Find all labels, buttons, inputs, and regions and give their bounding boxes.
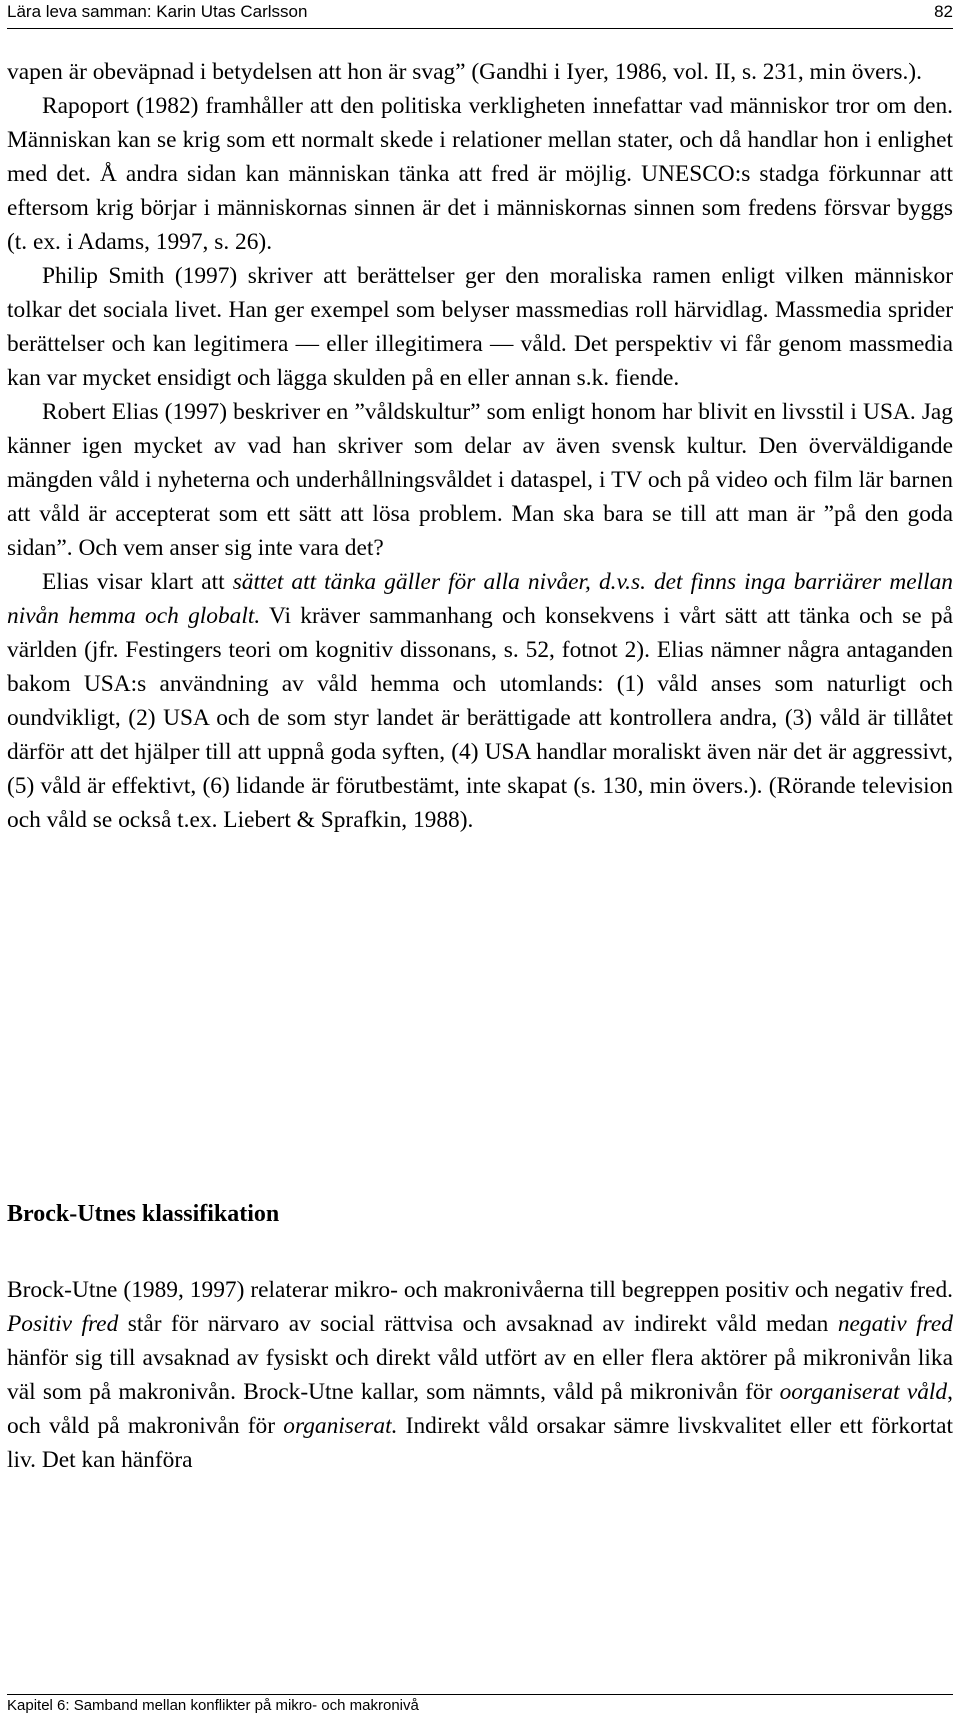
term-organiserat: organiserat.	[283, 1413, 398, 1439]
footer-chapter-title: Kapitel 6: Samband mellan konflikter på mikro- och makronivå	[7, 1697, 419, 1714]
section-paragraph	[7, 1273, 953, 1477]
running-footer	[7, 1694, 953, 1717]
section-text-a: Brock-Utne (1989, 1997) relaterar mikro- och makronivåerna till begreppen positiv och negativ fred.	[7, 1277, 953, 1303]
paragraph-1: vapen är obeväpnad i betydelsen att hon är svag” (Gandhi i Iyer, 1986, vol. II, s. 231, min övers.).	[7, 59, 922, 85]
page-number: 82	[934, 2, 953, 21]
section-text-g: , och våld på makronivån för	[7, 1379, 953, 1439]
paragraph-4: Robert Elias (1997) beskriver en ”våldskultur” som enligt honom har blivit en livsstil i USA. Jag känner igen mycket av vad han skriver som delar av även svensk kultur. Den överväldigande mängden våld i nyheterna och underhållningsvåldet i dataspel, i TV och på video och film lär barnen att våld är accepterat som ett sätt att lösa problem. Man ska bara se till att man är ”på den goda sidan”. Och vem anser sig inte vara det?	[7, 399, 953, 561]
paragraph-2: Rapoport (1982) framhåller att den politiska verkligheten innefattar vad människor tror om den. Människan kan se krig som ett normalt skede i relationer mellan stater, och då handlar hon i enlighet med det. Å andra sidan kan människan tänka att fred är möjlig. UNESCO:s stadga förkunnar att eftersom krig börjar i människornas sinnen är det i människornas sinnen som fredens försvar byggs (t. ex. i Adams, 1997, s. 26).	[7, 93, 953, 255]
section-text	[7, 1273, 953, 1477]
paragraph-5-text-a: Elias visar klart att	[42, 569, 233, 595]
section-text-i: Indirekt våld orsakar sämre livskvalitet eller ett förkortat liv. Det kan hänföra	[7, 1413, 953, 1473]
section-heading: Brock-Utnes klassifikation	[7, 1201, 280, 1227]
paragraph-3: Philip Smith (1997) skriver att berättelser ger den moraliska ramen enligt vilken människor tolkar det sociala livet. Han ger exempel som belyser massmedias roll härvidlag. Massmedia sprider berättelser och kan legitimera — eller illegitimera — våld. Det perspektiv vi får genom massmedia kan var mycket ensidigt och lägga skulden på en eller annan s.k. fiende.	[7, 263, 953, 391]
term-positiv-fred: Positiv fred	[7, 1311, 119, 1337]
running-header	[7, 0, 953, 29]
paragraph-5	[7, 565, 953, 837]
header-title: Lära leva samman: Karin Utas Carlsson	[7, 2, 308, 21]
body-text	[7, 55, 953, 837]
paragraph-5-text-c: Vi kräver sammanhang och konsekvens i vårt sätt att tänka och se på världen (jfr. Festingers teori om kognitiv dissonans, s. 52, fotnot 2). Elias nämner några antaganden bakom USA:s användning av våld hemma och utomlands: (1) våld anses som naturligt och oundvikligt, (2) USA och de som styr landet är berättigade att kontrollera andra, (3) våld är tillåtet därför att det hjälper till att uppnå goda syften, (4) USA handlar moraliskt även när det är aggressivt, (5) våld är effektivt, (6) lidande är förutbestämt, inte skapat (s. 130, min övers.). (Rörande television och våld se också t.ex. Liebert & Sprafkin, 1988).	[7, 603, 953, 833]
section-text-e: hänför sig till avsaknad av fysiskt och direkt våld utfört av en eller flera aktörer på mikronivån lika väl som på makronivån. Brock-Utne kallar, som nämnts, våld på mikronivån för	[7, 1345, 953, 1405]
section-text-c: står för närvaro av social rättvisa och avsaknad av indirekt våld medan	[118, 1311, 838, 1337]
term-negativ-fred: negativ fred	[837, 1311, 953, 1337]
paragraph-5-italic: sättet att tänka gäller för alla nivåer, d.v.s. det finns inga barriärer mellan nivån hemma och globalt.	[7, 569, 953, 629]
term-oorganiserat-vald: oorganiserat våld	[779, 1379, 948, 1405]
